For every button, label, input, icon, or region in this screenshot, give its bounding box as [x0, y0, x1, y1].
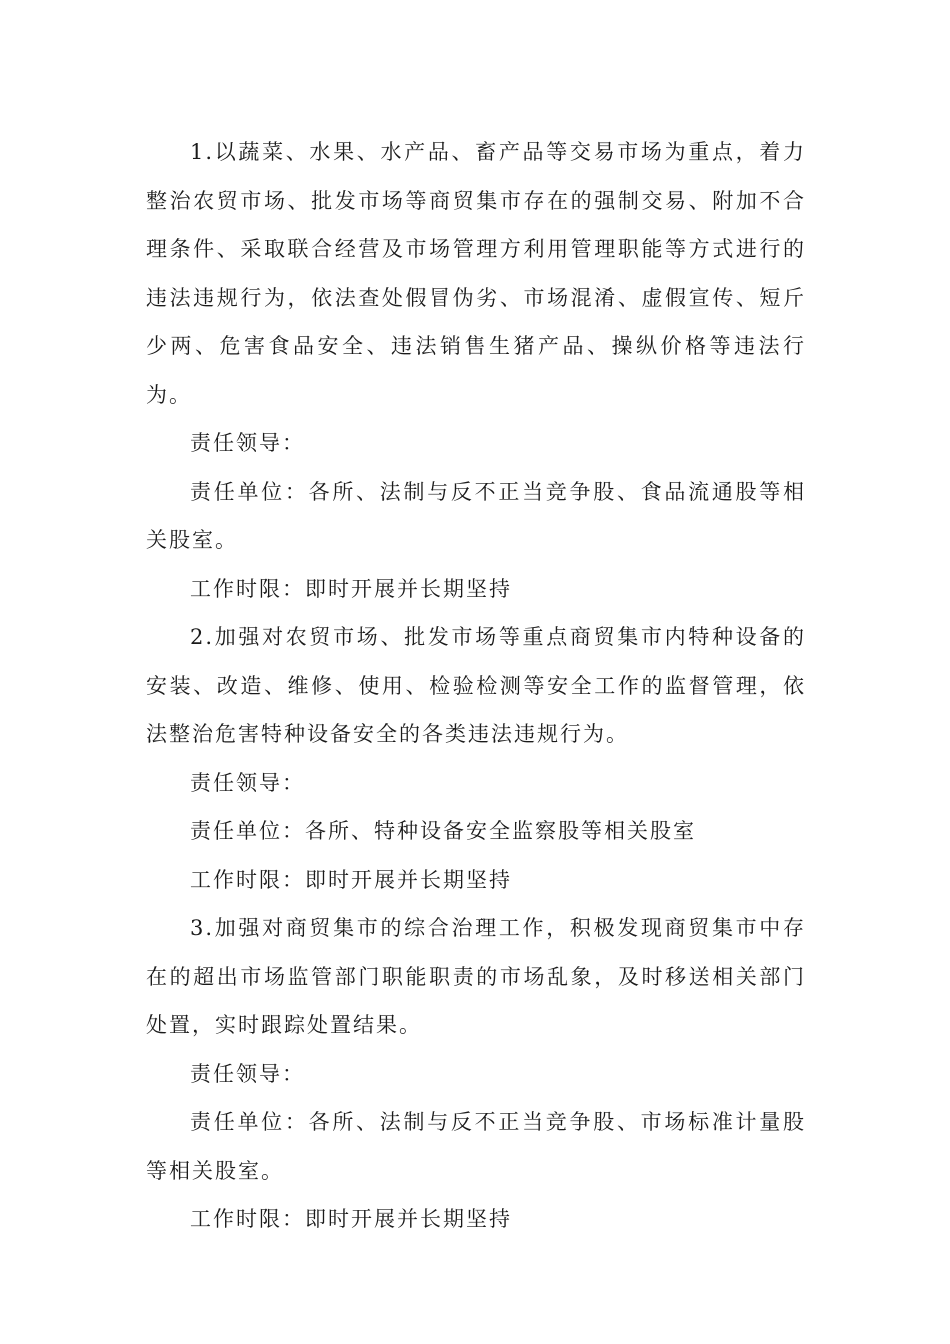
item-3-responsible-leader: 责任领导：	[190, 1061, 305, 1086]
item-1-responsible-unit: 责任单位：各所、法制与反不正当竞争股、食品流通股等相关股室。	[146, 479, 806, 552]
item-1-responsible-leader: 责任领导：	[190, 431, 305, 455]
document-body	[146, 128, 806, 1244]
item-2-responsible-unit: 责任单位：各所、特种设备安全监察股等相关股室	[190, 819, 696, 843]
item-2-responsible-leader: 责任领导：	[190, 770, 305, 795]
item-1-time-limit: 工作时限：即时开展并长期坚持	[190, 576, 512, 601]
item-2-text: 2.加强对农贸市场、批发市场等重点商贸集市内特种设备的安装、改造、维修、使用、检验检测等安全工作的监督管理，依法整治危害特种设备安全的各类违法违规行为。	[146, 625, 806, 746]
item-3-text: 3.加强对商贸集市的综合治理工作，积极发现商贸集市中存在的超出市场监管部门职能职责的市场乱象，及时移送相关部门处置，实时跟踪处置结果。	[146, 916, 806, 1037]
item-3-responsible-unit: 责任单位：各所、法制与反不正当竞争股、市场标准计量股等相关股室。	[146, 1110, 806, 1183]
item-3-time-limit: 工作时限：即时开展并长期坚持	[190, 1207, 512, 1231]
item-1-text: 1.以蔬菜、水果、水产品、畜产品等交易市场为重点，着力整治农贸市场、批发市场等商贸集市存在的强制交易、附加不合理条件、采取联合经营及市场管理方利用管理职能等方式进行的违法违规行为，依法查处假冒伪劣、市场混淆、虚假宣传、短斤少两、危害食品安全、违法销售生猪产品、操纵价格等违法行为。	[146, 140, 806, 407]
item-2-time-limit: 工作时限：即时开展并长期坚持	[190, 867, 512, 892]
